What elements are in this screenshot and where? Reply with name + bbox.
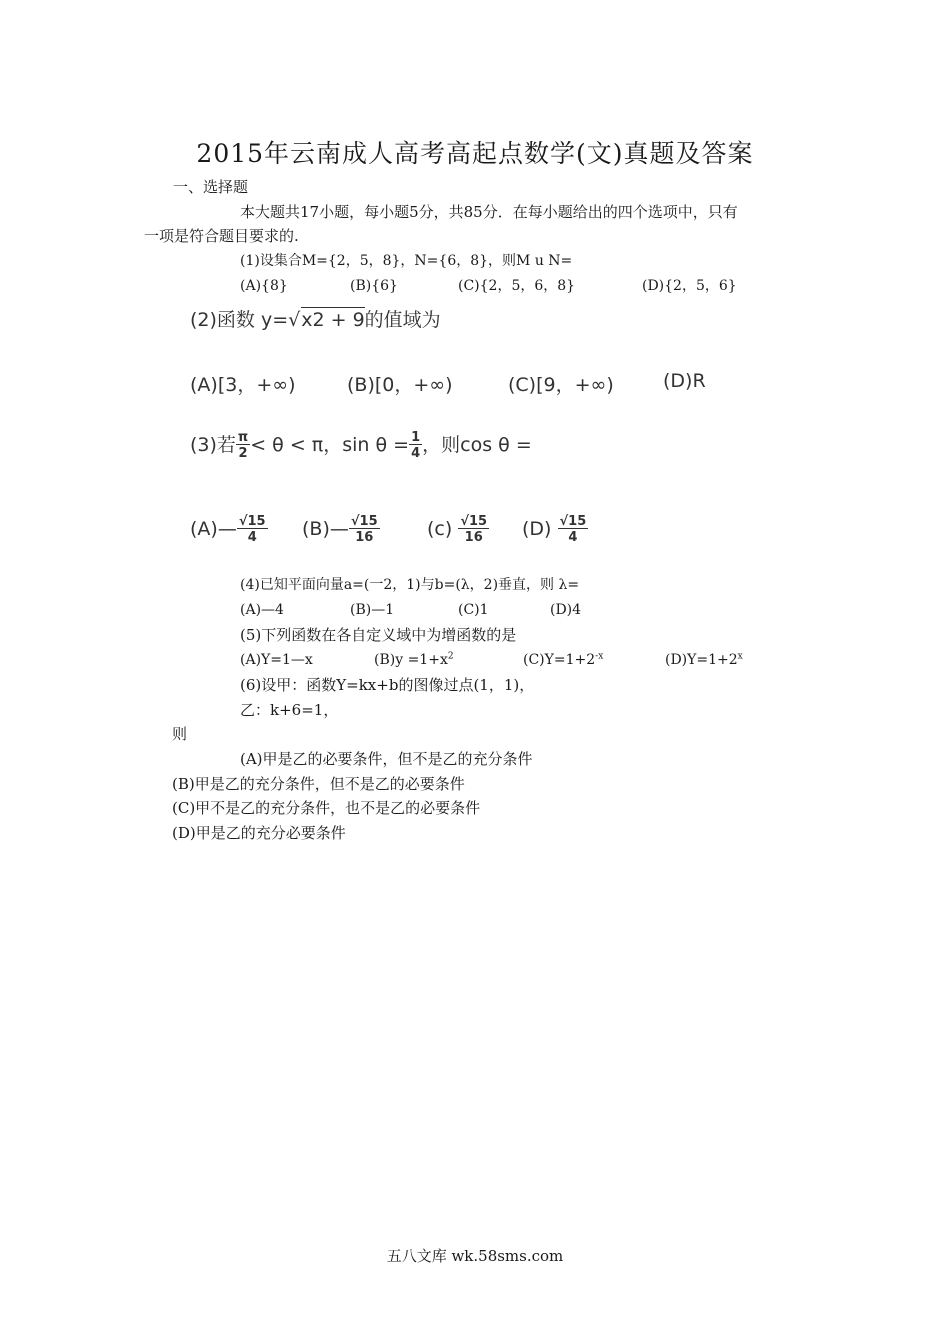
q3-a-den: 4 xyxy=(247,530,257,545)
q3-d-den: 4 xyxy=(568,530,578,545)
q3-c-den: 16 xyxy=(464,530,483,545)
q3-b-num: √15 xyxy=(350,514,378,529)
q3-pi: π xyxy=(237,430,249,445)
q3-d-label: (D) xyxy=(522,518,552,540)
q3-option-a xyxy=(190,515,268,544)
q2-stem: (2)函数 y=√x2 + 9的值域为 xyxy=(190,309,441,331)
q5-option-a: (A)Y=1—x xyxy=(240,652,313,668)
q3-pi-over-two xyxy=(236,431,250,460)
q2-option-c: (C)[9，+∞) xyxy=(508,374,614,396)
q3-one-fourth xyxy=(409,431,422,460)
q5-b-sup: 2 xyxy=(447,651,454,662)
q5-c-text: (C)Y=1+2 xyxy=(523,652,596,668)
q2-stem-prefix: (2)函数 y= xyxy=(190,309,289,331)
q6-then: 则 xyxy=(172,725,188,743)
q6-stem-2: 乙：k+6=1， xyxy=(240,701,339,719)
q1-option-c: (C){2，5，6，8} xyxy=(458,278,576,294)
q2-stem-suffix: 的值域为 xyxy=(364,309,441,331)
q2-option-a: (A)[3，+∞) xyxy=(190,374,296,396)
q3-four: 4 xyxy=(411,446,421,461)
section-heading: 一、选择题 xyxy=(173,178,249,196)
q1-option-d: (D){2，5，6} xyxy=(642,278,737,294)
q3-a-label: (A)— xyxy=(190,518,237,540)
q2-option-d: (D)R xyxy=(663,370,706,392)
q4-option-d: (D)4 xyxy=(550,602,582,618)
q2-sqrt-content: x2 + 9 xyxy=(301,309,365,331)
q5-d-sup: x xyxy=(737,651,743,662)
q3-one: 1 xyxy=(411,430,421,445)
q1-option-b: (B){6} xyxy=(350,278,398,294)
q3-prefix: (3)若 xyxy=(190,434,236,456)
q5-option-d xyxy=(665,650,743,670)
q3-option-d xyxy=(522,515,588,544)
q6-option-d: (D)甲是乙的充分必要条件 xyxy=(172,824,346,842)
q3-b-den: 16 xyxy=(355,530,374,545)
q5-c-sup: -x xyxy=(595,651,604,662)
q5-option-c xyxy=(523,650,603,670)
q3-option-c xyxy=(427,515,489,544)
q1-stem: (1)设集合M={2，5，8}，N={6，8}，则M u N= xyxy=(240,253,573,269)
q4-option-a: (A)—4 xyxy=(240,602,284,618)
q3-option-b xyxy=(302,515,380,544)
q1-option-a: (A){8} xyxy=(240,278,288,294)
q3-stem xyxy=(190,430,532,460)
q4-option-b: (B)—1 xyxy=(350,602,395,618)
q4-stem: (4)已知平面向量a=(一2，1)与b=(λ，2)垂直，则 λ= xyxy=(240,577,580,593)
q5-stem: (5)下列函数在各自定义域中为增函数的是 xyxy=(240,626,517,644)
q3-suffix: ，则cos θ = xyxy=(422,434,532,456)
q3-two: 2 xyxy=(238,446,248,461)
q4-option-c: (C)1 xyxy=(458,602,489,618)
intro-line-1: 本大题共17小题，每小题5分，共85分．在每小题给出的四个选项中，只有 xyxy=(240,203,738,221)
q6-option-b: (B)甲是乙的充分条件，但不是乙的必要条件 xyxy=(172,775,465,793)
q6-stem-1: (6)设甲：函数Y=kx+b的图像过点(1，1)， xyxy=(240,676,535,694)
q6-option-a: (A)甲是乙的必要条件，但不是乙的充分条件 xyxy=(240,750,533,768)
footer-watermark: 五八文库 wk.58sms.com xyxy=(386,1247,564,1265)
q3-a-num: √15 xyxy=(238,514,266,529)
page-title: 2015年云南成人高考高起点数学(文)真题及答案 xyxy=(196,139,754,168)
q3-b-label: (B)— xyxy=(302,518,349,540)
q5-option-b xyxy=(374,650,454,670)
q2-option-b: (B)[0，+∞) xyxy=(347,374,453,396)
q5-d-text: (D)Y=1+2 xyxy=(665,652,738,668)
intro-line-2: 一项是符合题目要求的. xyxy=(144,227,299,245)
q3-c-label: (c) xyxy=(427,518,453,540)
q3-d-num: √15 xyxy=(559,514,587,529)
q6-option-c: (C)甲不是乙的充分条件，也不是乙的必要条件 xyxy=(172,799,481,817)
q5-b-text: (B)y =1+x xyxy=(374,652,448,668)
q3-range: < θ < π，sin θ = xyxy=(250,434,410,456)
q3-c-num: √15 xyxy=(460,514,488,529)
